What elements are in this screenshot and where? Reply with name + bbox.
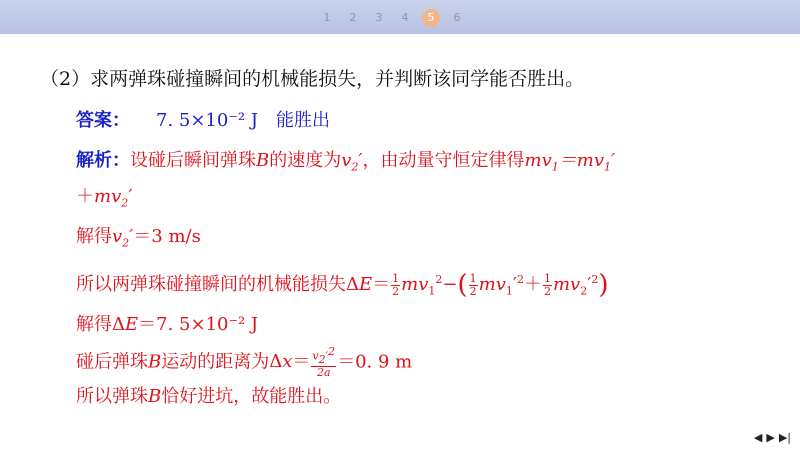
prev-slide-button[interactable]: ◀ [753, 431, 763, 444]
page-5-button-current[interactable]: 5 [422, 9, 440, 27]
analysis-line-1 [76, 146, 615, 174]
page-4-button[interactable]: 4 [401, 11, 409, 24]
analysis-line-3 [76, 222, 201, 250]
plus-sign: ＋ [76, 186, 94, 207]
analysis-line-5 [76, 310, 258, 336]
analysis-text: 所以两弹珠碰撞瞬间的机械能损失 [76, 274, 346, 295]
distance-formula: Δx＝ $\frac{v_2'^2}{2a}$ [269, 345, 336, 379]
formula-v2-prime: $v_2'$ [112, 226, 134, 250]
momentum-term: $mv_2'$ [94, 186, 133, 210]
page-1-button[interactable]: 1 [323, 11, 331, 24]
answer-label: 答案： [76, 110, 130, 131]
ball-b-var: B [256, 150, 270, 171]
distance-result: ＝0. 9 m [337, 351, 413, 373]
slide-nav [753, 431, 792, 444]
analysis-label: 解析： [76, 150, 130, 171]
answer-verdict: 能胜出 [276, 110, 330, 131]
answer-value: 7. 5×10⁻² J [156, 110, 258, 131]
analysis-line-7 [76, 382, 341, 408]
delta-e-symbol: ΔE [112, 314, 139, 335]
analysis-line-4 [76, 270, 608, 300]
analysis-text: 设碰后瞬间弹珠 [130, 150, 256, 171]
ball-b-var: B [148, 386, 162, 407]
analysis-text: 解得 [76, 314, 112, 335]
analysis-line-6 [76, 346, 412, 379]
page-2-button[interactable]: 2 [349, 11, 357, 24]
energy-loss-result: ＝7. 5×10⁻² J [138, 314, 259, 335]
last-slide-button[interactable]: ▶| [778, 431, 791, 444]
momentum-equation: $mv_1=mv_1'$ [524, 150, 616, 174]
analysis-text: 的速度为 [269, 150, 342, 171]
analysis-text: ，由动量守恒定律得 [362, 150, 525, 171]
analysis-text: 碰后弹珠 [76, 351, 148, 373]
analysis-text: 运动的距离为 [161, 351, 270, 373]
formula-v2-prime: $v_2'$ [341, 150, 363, 174]
page-6-button[interactable]: 6 [453, 11, 461, 24]
velocity-result: ＝3 m/s [133, 226, 201, 247]
energy-loss-equation: ΔE＝ $\frac{1}{2}$ $mv_1^2-$( $\frac{1}{2}$ $mv_1'^2+$ $\frac{1}{2}$ $mv_2'^2$) [346, 270, 609, 300]
ball-b-var: B [148, 351, 162, 373]
analysis-text: 解得 [76, 226, 112, 247]
answer-line [76, 106, 330, 132]
question-text: （2）求两弹珠碰撞瞬间的机械能损失，并判断该同学能否胜出。 [40, 68, 585, 90]
analysis-text: 所以弹珠 [76, 386, 148, 407]
next-slide-button[interactable]: ▶ [766, 431, 775, 444]
analysis-line-2 [76, 182, 132, 210]
conclusion-text: 恰好进坑，故能胜出。 [161, 386, 342, 407]
page-3-button[interactable]: 3 [375, 11, 383, 24]
